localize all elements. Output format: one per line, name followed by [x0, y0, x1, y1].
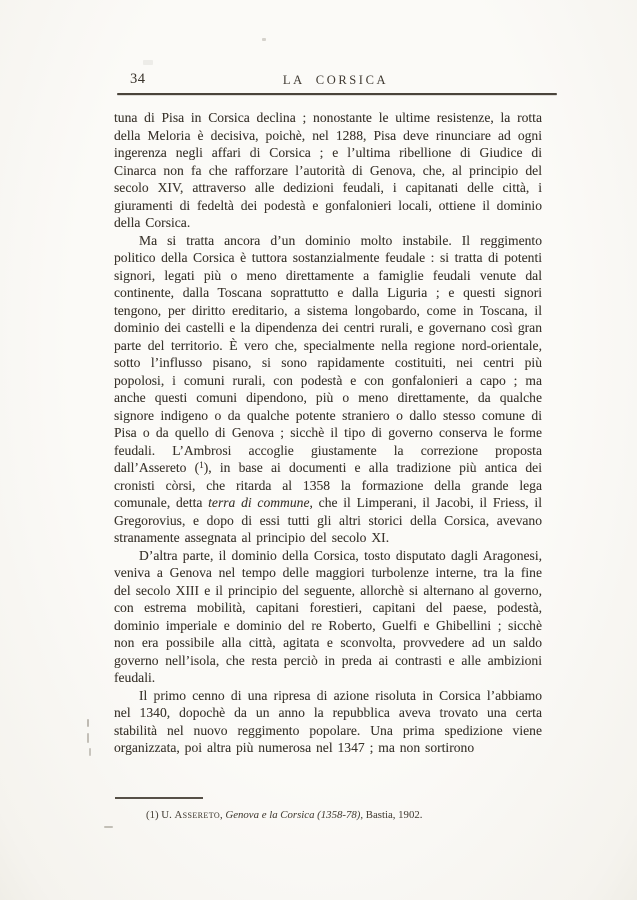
body-text — [114, 109, 542, 781]
paragraph — [114, 109, 542, 232]
paragraph-text: , che il Limperani, il Jacobi, il Friess, il Gregorovius, e dopo di essi tutti gli altri storici della Corsica, avevano stranamente assegnata al principio del secolo XI. — [114, 495, 542, 545]
scan-mark — [87, 733, 89, 743]
paragraph-text: D’altra parte, il dominio della Corsica, tosto disputato dagli Aragonesi, veniva a Genova nel tempo delle maggiori turbolenze interne, tra la fine del secolo XIII e il principio del seguente, allorchè si alternano al governo, con estrema mobilità, capitani forestieri, capitani del paese, podestà, dominio imperiale e dominio del re Roberto, Guelfi e Ghibellini ; sicchè non era possibile alla città, agitata e sconvolta, provvedere ad un saldo governo nell’isola, che resta perciò in preda ai contrasti e alle ambizioni feudali. — [114, 547, 542, 685]
footnote-text: (1) U. — [146, 809, 175, 821]
paragraph — [114, 687, 542, 757]
footnote-marker: 1 — [199, 460, 204, 470]
footnote-text: , — [220, 809, 226, 821]
header-rule — [117, 93, 557, 95]
paragraph-text: ), in base ai documenti e alla tradizione più antica dei cronisti còrsi, che ritarda al 1358 la formazione della grande lega comunale, detta — [114, 460, 542, 510]
scan-mark — [104, 826, 113, 828]
paragraph-text: tuna di Pisa in Corsica declina ; nonostante le ultime resistenze, la rotta della Meloria è decisiva, poichè, nel 1288, Pisa deve rinunciare ad ogni ingerenza negli affari di Corsica ; e l’ultima ribellione di Giudice di Cinarca non fa che rafforzare l’autorità di Genova, che, al principio del secolo XIV, attraverso alle dedizioni feudali, i capitanati delle città, i giuramenti di fedeltà dei podestà e gonfalonieri locali, ottiene il dominio della Corsica. — [114, 110, 542, 230]
page-header — [114, 71, 557, 91]
footnote-author: Assereto — [174, 809, 221, 821]
paragraph-text: Il primo cenno di una ripresa di azione risoluta in Corsica l’abbiamo nel 1340, dopochè da un anno la repubblica aveva trovato una certa stabilità nel nuovo reggimento popolare. Una prima spedizione viene organizzata, poi altra più numerosa nel 1347 ; ma non sortirono — [114, 687, 542, 755]
scan-mark — [262, 38, 266, 41]
footnote-text: , Bastia, 1902. — [360, 809, 423, 821]
paragraph — [114, 547, 542, 687]
scan-mark — [89, 748, 91, 756]
paragraph — [114, 232, 542, 547]
italic-phrase: terra di commune — [208, 495, 310, 510]
page-number: 34 — [130, 71, 146, 87]
paragraph-text: Ma si tratta ancora d’un dominio molto instabile. Il reggimento politico della Corsica è tuttora sostanzialmente feudale : si tratta di potenti signori, legati più o meno direttamente a famiglie feudali venute dal continente, dalla Toscana soprattutto e dalla Liguria ; e questi signori tengono, per diritto ereditario, a sistema longobardo, come in Toscana, il dominio dei castelli e la dipendenza dei centri rurali, e governano così gran parte del territorio. È vero che, specialmente nella regione nord-orientale, sotto l’influsso pisano, si sono rapidamente costituiti, nei centri più popolosi, i comuni rurali, con podestà e con gonfalonieri a capo ; ma anche questi comuni dipendono, più o meno direttamente, da qualche signore indigeno o da qualche potente straniero o dallo stesso comune di Pisa o da quello di Genova ; sicchè il tipo di governo conserva le forme feudali. L’Ambrosi accoglie giustamente la correzione proposta dall’Assereto ( — [114, 232, 542, 475]
scan-smudge — [143, 60, 153, 65]
footnote-separator — [115, 797, 203, 799]
scan-mark — [87, 719, 89, 727]
running-title: LA CORSICA — [282, 73, 389, 87]
footnote — [146, 808, 526, 822]
footnote-work-title: Genova e la Corsica (1358-78) — [225, 809, 361, 821]
